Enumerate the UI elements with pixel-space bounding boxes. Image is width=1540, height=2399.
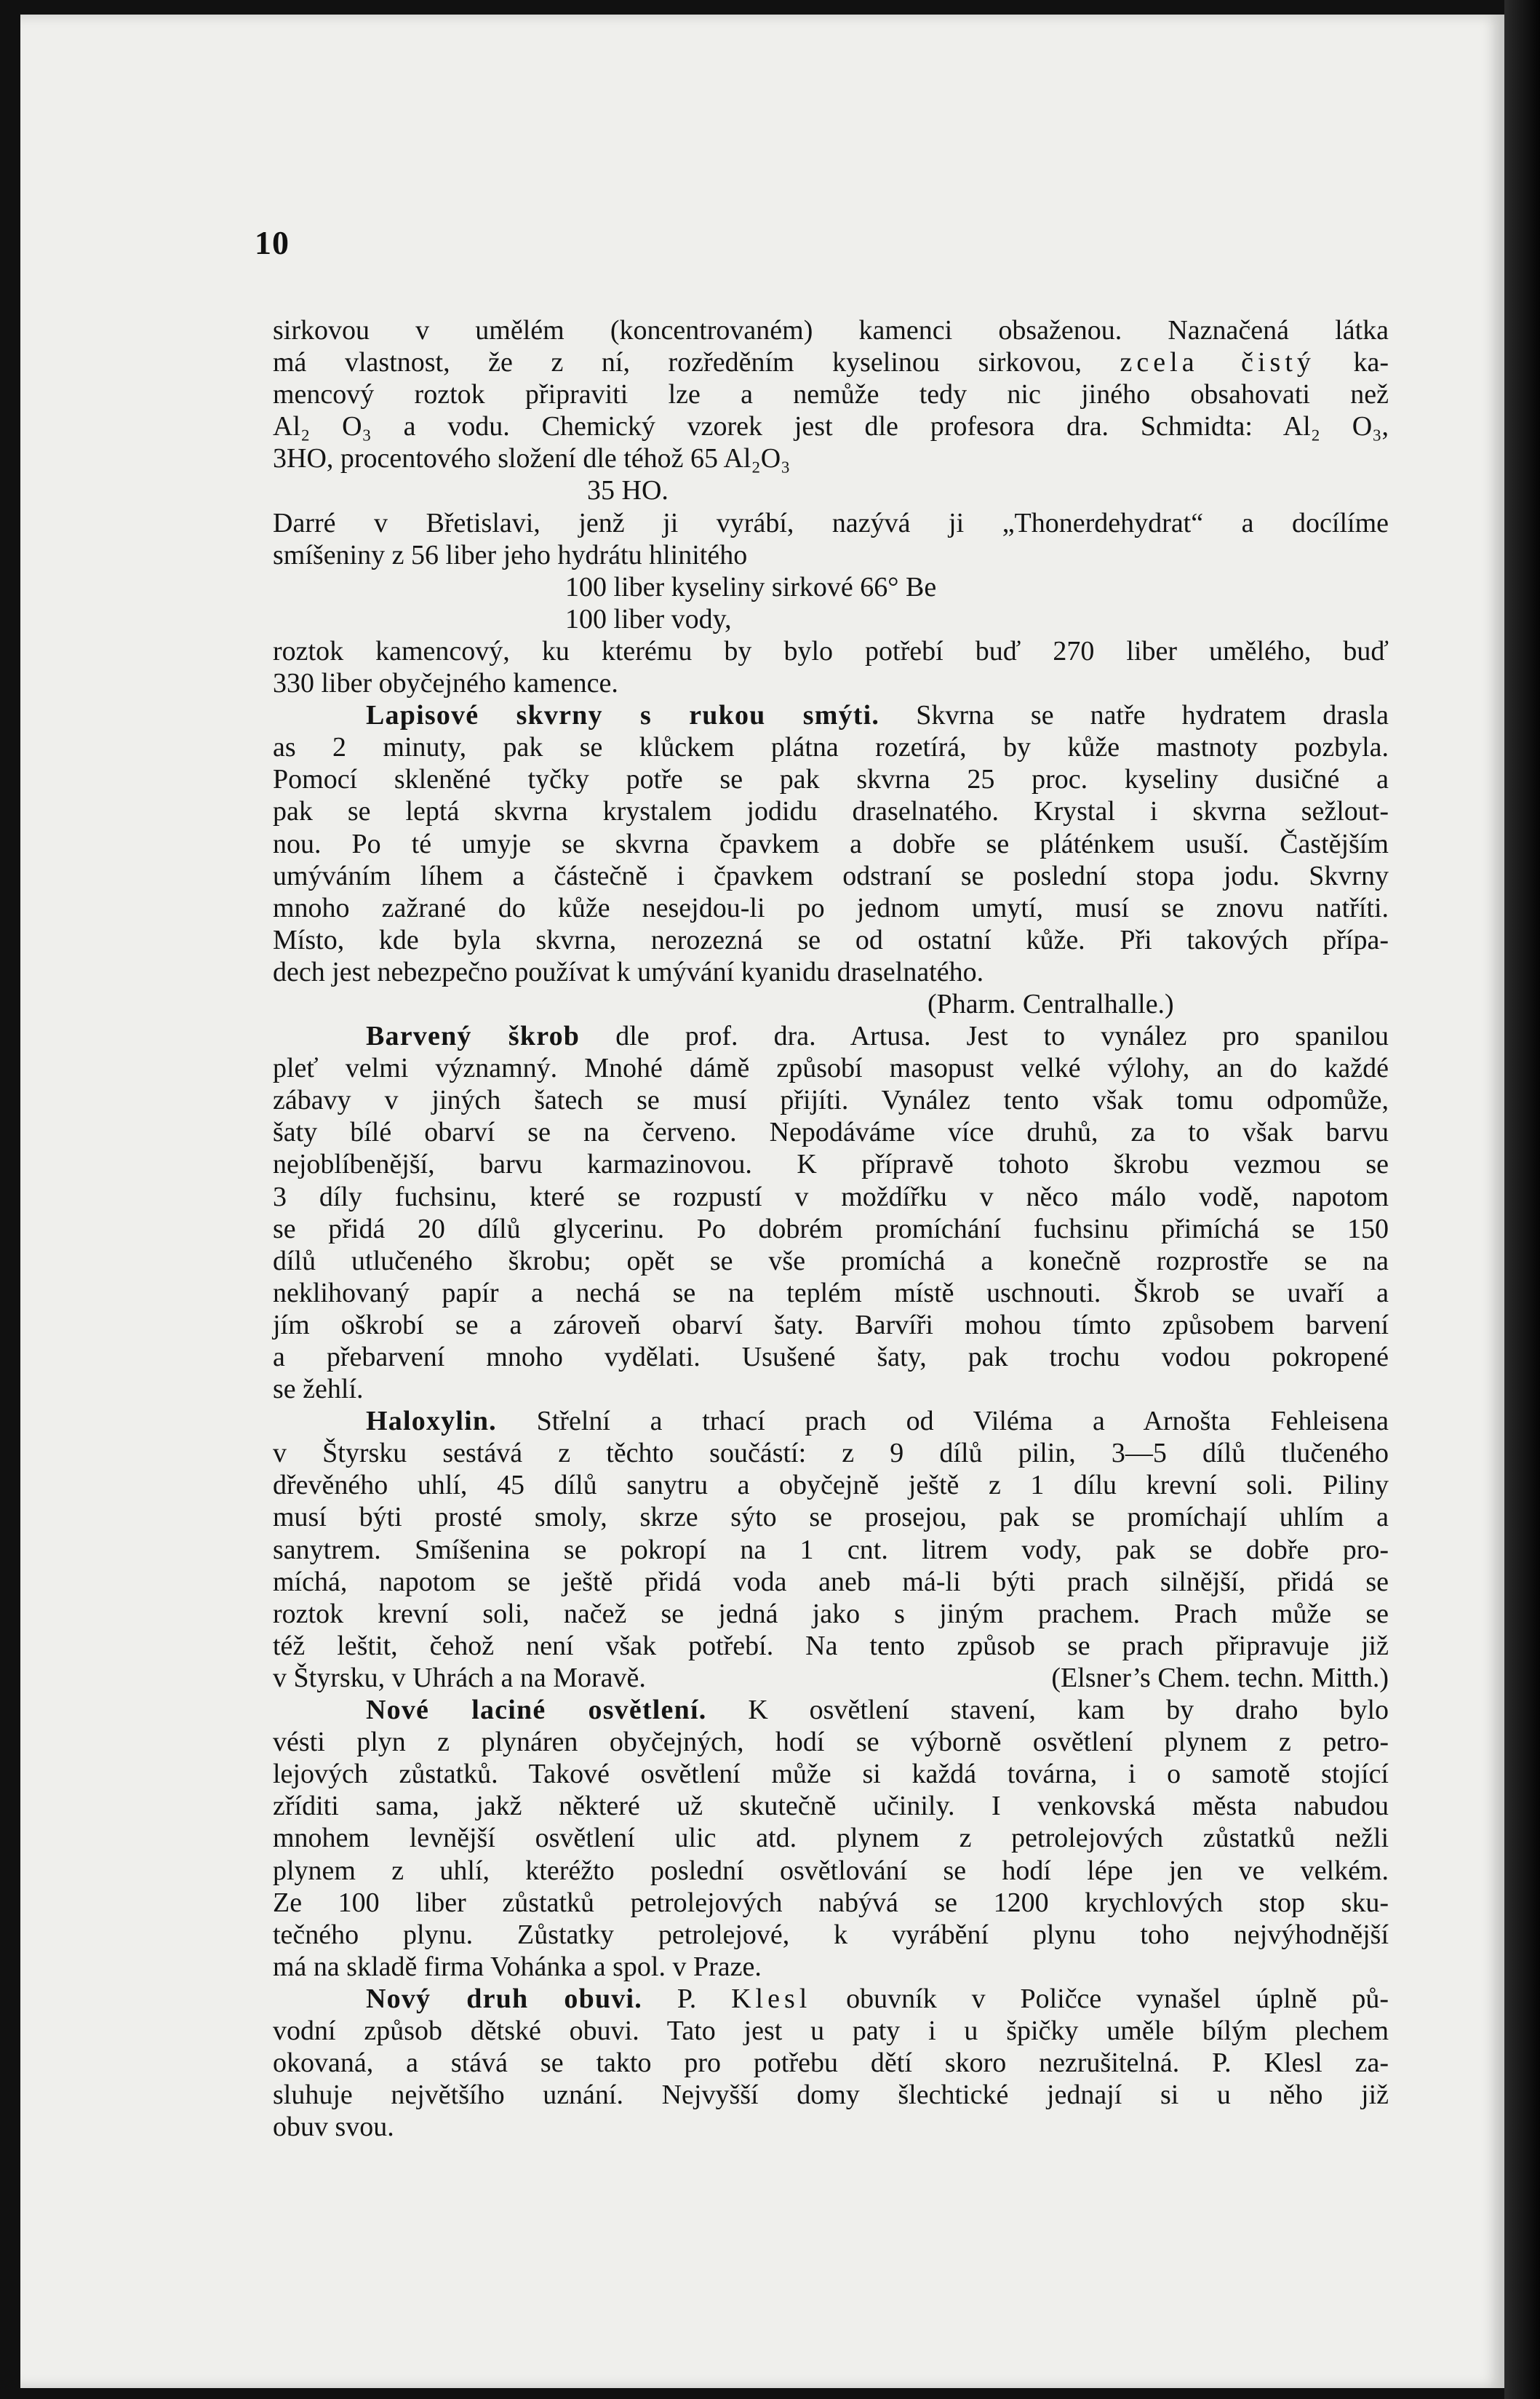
text-line: jím oškrobí se a zároveň obarví šaty. Barvíři mohou tímto způsobem barvení xyxy=(273,1309,1389,1340)
text-line: zříditi sama, jakž některé už skutečně učinily. I venkovská města nabudou xyxy=(273,1791,1389,1822)
section-heading: Haloxylin. xyxy=(366,1406,497,1437)
text-fragment: obuvník v Poličce vynašel úplně pů- xyxy=(846,1983,1389,2014)
text-line: Pomocí skleněné tyčky potře se pak skvrna 25 proc. kyseliny dusičné a xyxy=(273,764,1389,795)
text-line xyxy=(273,699,1389,731)
text-fragment: Skvrna se natře hydratem drasla xyxy=(916,700,1389,731)
text-line: pak se leptá skvrna krystalem jodidu draselnatého. Krystal i skvrna sežlout- xyxy=(273,796,1389,827)
text-line: obuv svou. xyxy=(273,2112,394,2143)
text-line: mnoho zažrané do kůže nesejdou-li po jednom umytí, musí se znovu natříti. xyxy=(273,892,1389,923)
text-line: Darré v Břetislavi, jenž ji vyrábí, nazývá ji „Thonerdehydrat“ a docílíme xyxy=(273,507,1389,538)
text-line: 100 liber vody, xyxy=(565,603,732,634)
text-line: lejových zůstatků. Takové osvětlení může si každá továrna, i o samotě stojící xyxy=(273,1759,1389,1790)
text-line: mnohem levnější osvětlení ulic atd. plynem z petrolejových zůstatků nežli xyxy=(273,1823,1389,1854)
text-line xyxy=(273,346,1389,378)
text-line: míchá, napotom se ještě přidá voda aneb má-li býti prach silnější, přidá se xyxy=(273,1566,1389,1597)
text-line: vodní způsob dětské obuvi. Tato jest u paty i u špičky uměle bílým plechem xyxy=(273,2015,1389,2046)
text-line: se přidá 20 dílů glycerinu. Po dobrém promíchání fuchsinu přimíchá se 150 xyxy=(273,1213,1389,1244)
text-line: Ze 100 liber zůstatků petrolejových nabývá se 1200 krychlových stop sku- xyxy=(273,1887,1389,1918)
text-line xyxy=(273,1983,1389,2015)
text-line xyxy=(273,1662,1389,1694)
text-line: as 2 minuty, pak se klůckem plátna rozetírá, by kůže mastnoty pozbyla. xyxy=(273,732,1389,763)
text-line: sanytrem. Smíšenina se pokropí na 1 cnt. litrem vody, pak se dobře pro- xyxy=(273,1534,1389,1565)
page-number: 10 xyxy=(255,224,290,261)
section-heading: Nové laciné osvětlení. xyxy=(366,1695,707,1726)
text-line: dílů utlučeného škrobu; opět se vše promíchá a konečně rozprostře se na xyxy=(273,1245,1389,1276)
section-heading: Barvený škrob xyxy=(366,1021,581,1052)
book-page xyxy=(20,15,1504,2388)
text-fragment: má vlastnost, že z ní, rozředěním kyselinou sirkovou, xyxy=(273,347,1082,378)
text-line: 35 HO. xyxy=(587,475,669,506)
text-line: zábavy v jiných šatech se musí přijíti. Vynález tento však tomu odpomůže, xyxy=(273,1085,1389,1116)
text-line: nejoblíbenější, barvu karmazinovou. K přípravě tohoto škrobu vezmou se xyxy=(273,1149,1389,1180)
text-line: neklihovaný papír a nechá se na teplém místě uschnouti. Škrob se uvaří a xyxy=(273,1277,1389,1308)
text-line: nou. Po té umyje se skvrna čpavkem a dobře se pláténkem usuší. Častějším xyxy=(273,828,1389,859)
text-line: pleť velmi významný. Mnohé dámě způsobí masopust velké výlohy, an do každé xyxy=(273,1053,1389,1084)
text-fragment: Střelní a trhací prach od Viléma a Arnošta Fehleisena xyxy=(536,1406,1389,1437)
text-line: roztok krevní soli, načež se jedná jako s jiným prachem. Prach může se xyxy=(273,1598,1389,1629)
text-fragment: K osvětlení stavení, kam by draho bylo xyxy=(748,1695,1389,1726)
text-line: musí býti prosté smoly, skrze sýto se prosejou, pak se promíchají uhlím a xyxy=(273,1502,1389,1533)
text-line: umýváním líhem a částečně i čpavkem odstraní se poslední stopa jodu. Skvrny xyxy=(273,860,1389,891)
text-fragment: v Štyrsku, v Uhrách a na Moravě. xyxy=(273,1662,646,1693)
text-line: vésti plyn z plynáren obyčejných, hodí se výborně osvětlení plynem z petro- xyxy=(273,1727,1389,1758)
text-line: 330 liber obyčejného kamence. xyxy=(273,668,618,699)
text-line: 3 díly fuchsinu, které se rozpustí v moždířku v něco málo vodě, napotom xyxy=(273,1181,1389,1212)
text-line: šaty bílé obarví se na červeno. Nepodáváme více druhů, za to však barvu xyxy=(273,1117,1389,1148)
text-line: okovaná, a stává se takto pro potřebu dětí skoro nezrušitelná. P. Klesl za- xyxy=(273,2048,1389,2079)
text-line: plynem z uhlí, kteréžto poslední osvětlování se hodí lépe jen ve velkém. xyxy=(273,1855,1389,1886)
text-line xyxy=(273,1694,1389,1726)
text-line: mencový roztok připraviti lze a nemůže tedy nic jiného obsahovati než xyxy=(273,379,1389,410)
text-line xyxy=(273,1020,1389,1052)
text-fragment: ka- xyxy=(1353,347,1389,378)
text-line: a přebarvení mnoho vydělati. Usušené šaty, pak trochu vodou pokropené xyxy=(273,1342,1389,1372)
text-line: smíšeniny z 56 liber jeho hydrátu hlinitého xyxy=(273,539,748,570)
scan-edge xyxy=(1504,0,1540,2399)
text-line: dřevěného uhlí, 45 dílů sanytru a obyčejně ještě z 1 dílu krevní soli. Piliny xyxy=(273,1470,1389,1501)
text-line: 100 liber kyseliny sirkové 66° Be xyxy=(565,571,937,602)
text-line: tečného plynu. Zůstatky petrolejové, k vyrábění plynu toho nejvýhodnější xyxy=(273,1919,1389,1950)
section-heading: Lapisové skvrny s rukou smýti. xyxy=(366,700,880,731)
section-heading: Nový druh obuvi. xyxy=(366,1983,642,2014)
text-line: 3HO, procentového složení dle téhož 65 Al₂O₃ xyxy=(273,443,791,474)
text-fragment: dle prof. dra. Artusa. Jest to vynález pro spanilou xyxy=(615,1021,1389,1052)
text-fragment: P. xyxy=(677,1983,697,2014)
text-line xyxy=(273,1405,1389,1437)
source-citation: (Pharm. Centralhalle.) xyxy=(927,988,1174,1019)
text-line: Místo, kde byla skvrna, nerozezná se od ostatní kůže. Při takových přípa- xyxy=(273,924,1389,955)
text-line: se žehlí. xyxy=(273,1374,364,1405)
text-line: sluhuje největšího uznání. Nejvyšší domy šlechtické jednají si u něho již xyxy=(273,2080,1389,2111)
text-line: má na skladě firma Vohánka a spol. v Praze. xyxy=(273,1951,762,1982)
source-citation: (Elsner’s Chem. techn. Mitth.) xyxy=(1051,1662,1389,1693)
body-text xyxy=(273,314,1389,2143)
text-line: též leštit, čehož není však potřebí. Na tento způsob se prach připravuje již xyxy=(273,1630,1389,1661)
text-line: roztok kamencový, ku kterému by bylo potřebí buď 270 liber umělého, buď xyxy=(273,635,1389,667)
emphasis-spaced: Klesl xyxy=(731,1983,812,2014)
emphasis-spaced: zcela čistý xyxy=(1120,347,1315,378)
text-line: v Štyrsku sestává z těchto součástí: z 9 dílů pilin, 3—5 dílů tlučeného xyxy=(273,1438,1389,1469)
text-line: dech jest nebezpečno používat k umývání kyanidu draselnatého. xyxy=(273,956,984,987)
text-line: sirkovou v umělém (koncentrovaném) kamenci obsaženou. Naznačená látka xyxy=(273,315,1389,346)
text-line: Al₂ O₃ a vodu. Chemický vzorek jest dle profesora dra. Schmidta: Al₂ O₃, xyxy=(273,411,1389,442)
